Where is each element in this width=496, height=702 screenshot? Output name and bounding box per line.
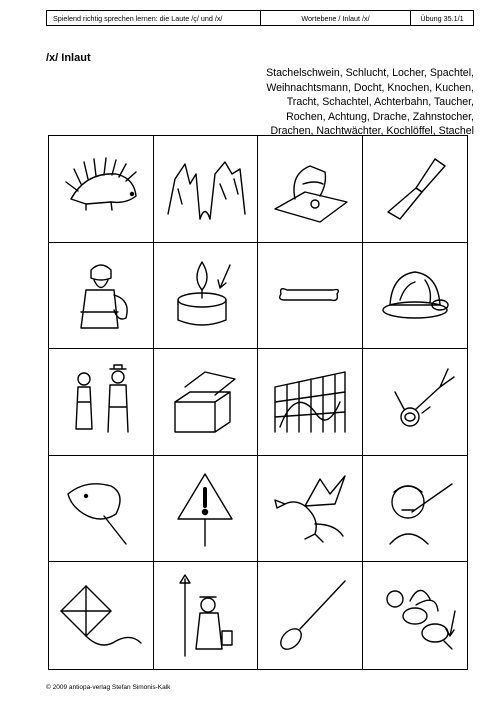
toothpick-boy-picture: [363, 456, 468, 563]
header-table: [46, 10, 474, 26]
porcupine-picture: [49, 136, 154, 243]
diver-picture: [363, 349, 468, 456]
warning-sign-picture: [154, 456, 259, 563]
stingray-picture: [49, 456, 154, 563]
header-level: Wortebene / Inlaut /x/: [261, 11, 411, 25]
night-watchman-picture: [154, 562, 259, 669]
dragon-picture: [258, 456, 363, 563]
word-line: Rochen, Achtung, Drache, Zahnstocher,: [286, 110, 474, 123]
traditional-costume-picture: [49, 349, 154, 456]
header-exercise-number: Übung 35.1/1: [420, 13, 464, 23]
kite-picture: [49, 562, 154, 669]
box-picture: [154, 349, 259, 456]
word-list: [214, 66, 474, 139]
bone-picture: [258, 243, 363, 350]
gorge-picture: [154, 136, 259, 243]
santa-claus-picture: [49, 243, 154, 350]
cake-picture: [363, 243, 468, 350]
word-line: Weihnachtsmann, Docht, Knochen, Kuchen,: [266, 81, 474, 94]
picture-grid: [48, 135, 468, 670]
word-line: Stachelschwein, Schlucht, Locher, Spachtel,: [266, 67, 474, 79]
wasp-sting-picture: [363, 562, 468, 669]
page-title: /x/ Inlaut: [46, 52, 91, 64]
copyright-footer: © 2009 antiopa-verlag Stefan Simonis-Kalk: [46, 684, 171, 691]
hole-punch-picture: [258, 136, 363, 243]
word-line: Tracht, Schachtel, Achterbahn, Taucher,: [286, 96, 474, 108]
spatula-picture: [363, 136, 468, 243]
candle-wick-picture: [154, 243, 259, 350]
header-series-title: Spielend richtig sprechen lernen: die Laute /ç/ und /x/: [47, 11, 261, 25]
wooden-spoon-picture: [258, 562, 363, 669]
word-line: Drachen, Nachtwächter, Kochlöffel, Stachel: [270, 125, 474, 137]
roller-coaster-picture: [258, 349, 363, 456]
